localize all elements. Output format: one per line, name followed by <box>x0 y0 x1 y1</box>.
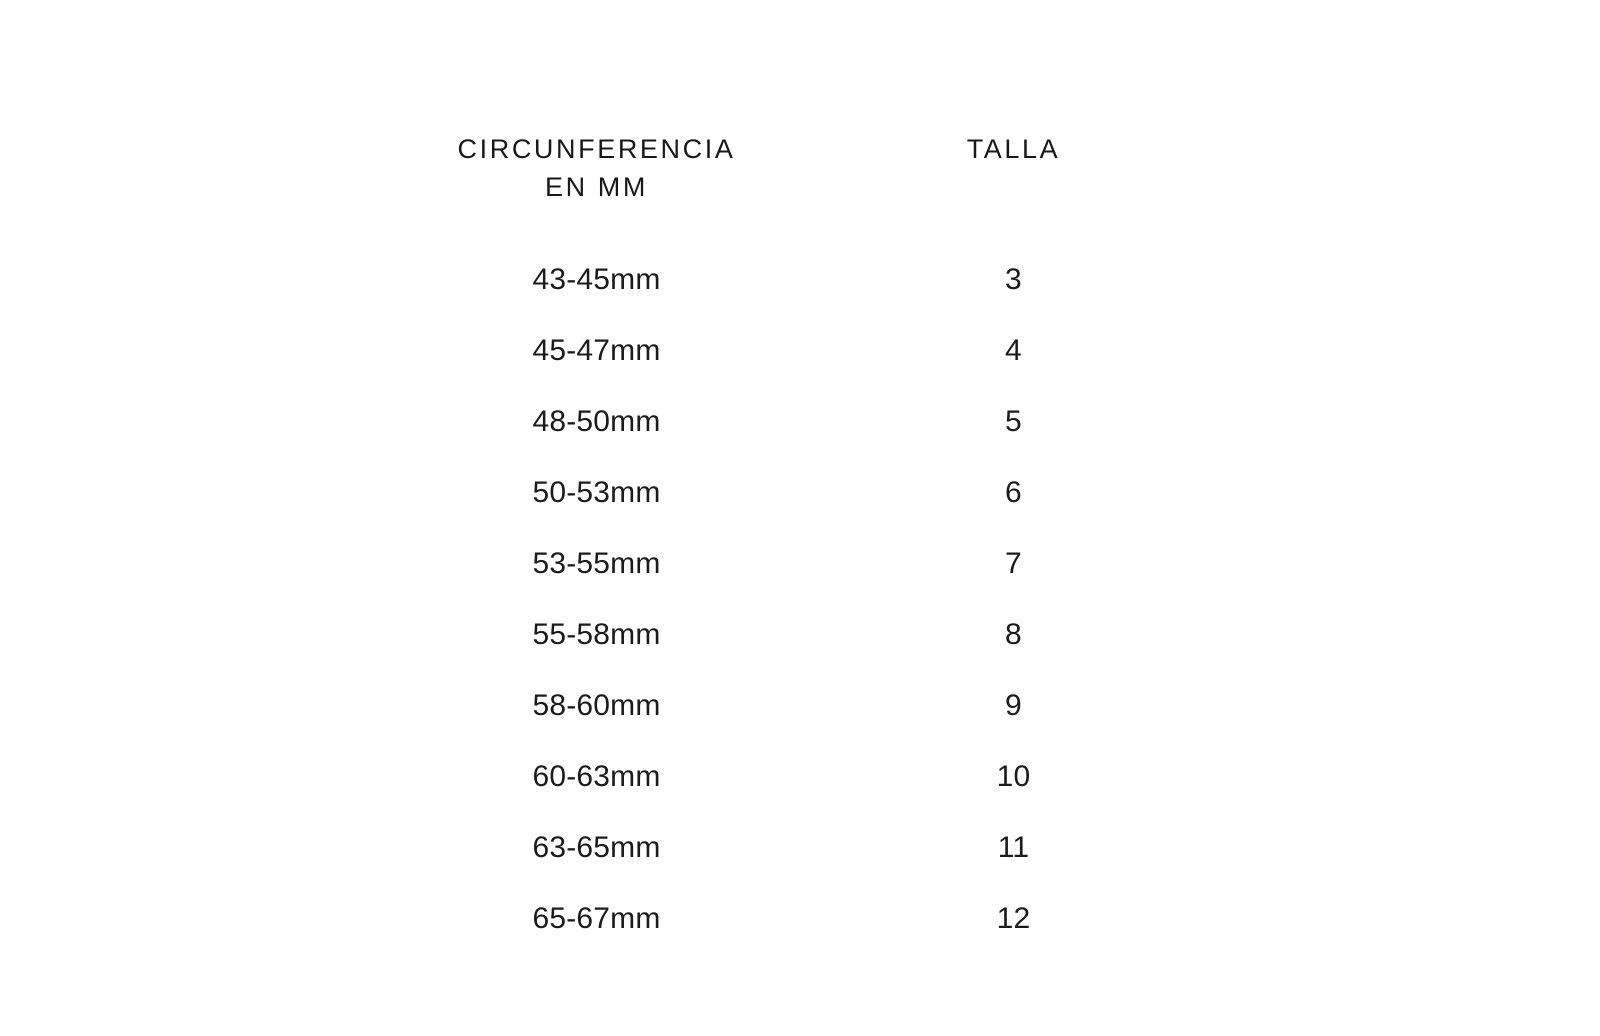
table-row <box>380 529 1220 600</box>
table-row <box>380 458 1220 529</box>
column-header-talla: TALLA <box>966 134 1061 164</box>
cell-circumference: 48-50mm <box>532 405 661 439</box>
cell-circumference: 50-53mm <box>532 476 661 510</box>
table-row <box>380 671 1220 742</box>
cell-size: 6 <box>1005 476 1022 510</box>
column-header-circumference-line2: EN MM <box>545 172 648 203</box>
cell-circumference: 43-45mm <box>532 263 661 297</box>
cell-size: 4 <box>1005 334 1022 368</box>
cell-size: 8 <box>1005 618 1022 652</box>
cell-size: 5 <box>1005 405 1022 439</box>
table-row <box>380 742 1220 813</box>
cell-size: 10 <box>996 760 1031 794</box>
cell-size: 7 <box>1005 547 1022 581</box>
cell-circumference: 55-58mm <box>532 618 661 652</box>
cell-circumference: 60-63mm <box>532 760 661 794</box>
table-row <box>380 245 1220 316</box>
table-row <box>380 316 1220 387</box>
cell-circumference: 58-60mm <box>532 689 661 723</box>
cell-circumference: 53-55mm <box>532 547 661 581</box>
cell-circumference: 63-65mm <box>532 831 661 865</box>
size-table <box>380 130 1220 955</box>
cell-circumference: 45-47mm <box>532 334 661 368</box>
column-header-circumference <box>380 130 803 207</box>
cell-size: 3 <box>1005 263 1022 297</box>
table-row <box>380 387 1220 458</box>
cell-circumference: 65-67mm <box>532 902 661 936</box>
table-row <box>380 884 1220 955</box>
table-row <box>380 600 1220 671</box>
table-body <box>380 245 1220 955</box>
cell-size: 11 <box>997 831 1030 865</box>
table-header-row <box>380 130 1220 207</box>
table-row <box>380 813 1220 884</box>
column-header-circumference-line1: CIRCUNFERENCIA <box>457 134 736 164</box>
cell-size: 12 <box>996 902 1031 936</box>
cell-size: 9 <box>1005 689 1022 723</box>
